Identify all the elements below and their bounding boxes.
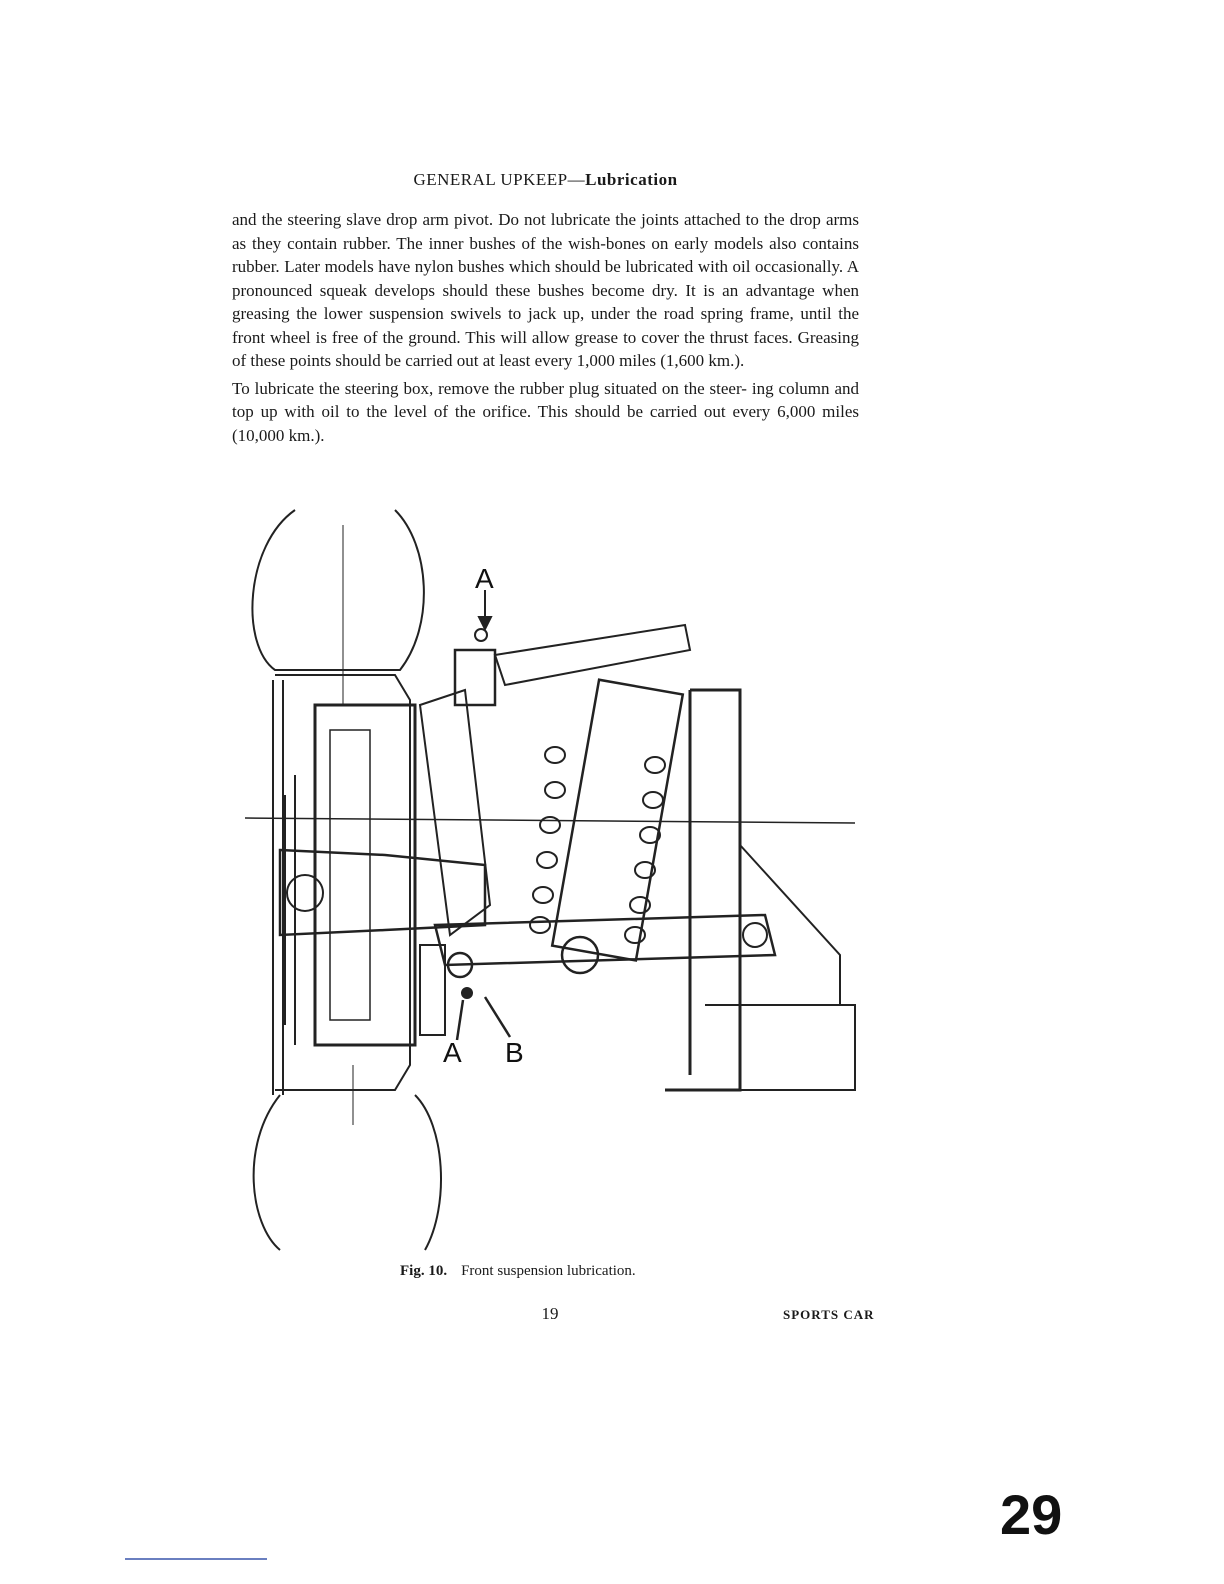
tyre-top: [252, 510, 423, 670]
chassis-frame: [665, 690, 740, 1090]
wheel-rim: [273, 675, 410, 1095]
page-number: 19: [541, 1304, 559, 1323]
caption-text: Front suspension lubrication.: [461, 1263, 636, 1279]
body-text: [232, 208, 859, 451]
page-header: [232, 170, 859, 190]
hub: [280, 850, 485, 935]
lower-swivel: [420, 945, 445, 1035]
paragraph-2: To lubricate the steering box, remove the rubber plug situated on the steer- ing column and top up with oil to the level of the orifice. This should be carried out every 6,000 miles (10,000 km.).: [232, 378, 859, 445]
footer-rule: [125, 1558, 267, 1560]
sheet-number: 29: [1000, 1483, 1063, 1546]
callout-a-bottom: A: [443, 1037, 462, 1068]
top-swivel: [455, 650, 495, 705]
callout-a-top: A: [475, 563, 494, 594]
figure-caption: [400, 1263, 820, 1280]
callout-b-bottom: B: [505, 1037, 524, 1068]
suspension-diagram: [235, 505, 865, 1260]
tyre-bottom: [254, 1095, 441, 1250]
caption-label: Fig. 10.: [400, 1263, 448, 1279]
upper-wishbone: [495, 625, 690, 685]
header-topic: Lubrication: [585, 170, 678, 189]
header-section: GENERAL UPKEEP—: [413, 170, 586, 189]
paragraph-1: and the steering slave drop arm pivot. Do not lubricate the joints attached to the drop arms as they contain rubber. The inner bushes of the wish-bones on early models also contains rubber. Later models have nylon bushes which should be lubricated with oil occasionally. A pronounced squeak develops should these bushes become dry. It is an advantage when greasing the lower suspension swivels to jack up, under the road spring frame, until the front wheel is free of the ground. This will allow grease to cover the thrust faces. Greasing of these points should be carried out at least every 1,000 miles (1,600 km.).: [232, 210, 859, 370]
running-title: SPORTS CAR: [783, 1307, 875, 1322]
lower-wishbone: [435, 915, 775, 965]
king-post: [420, 690, 490, 935]
